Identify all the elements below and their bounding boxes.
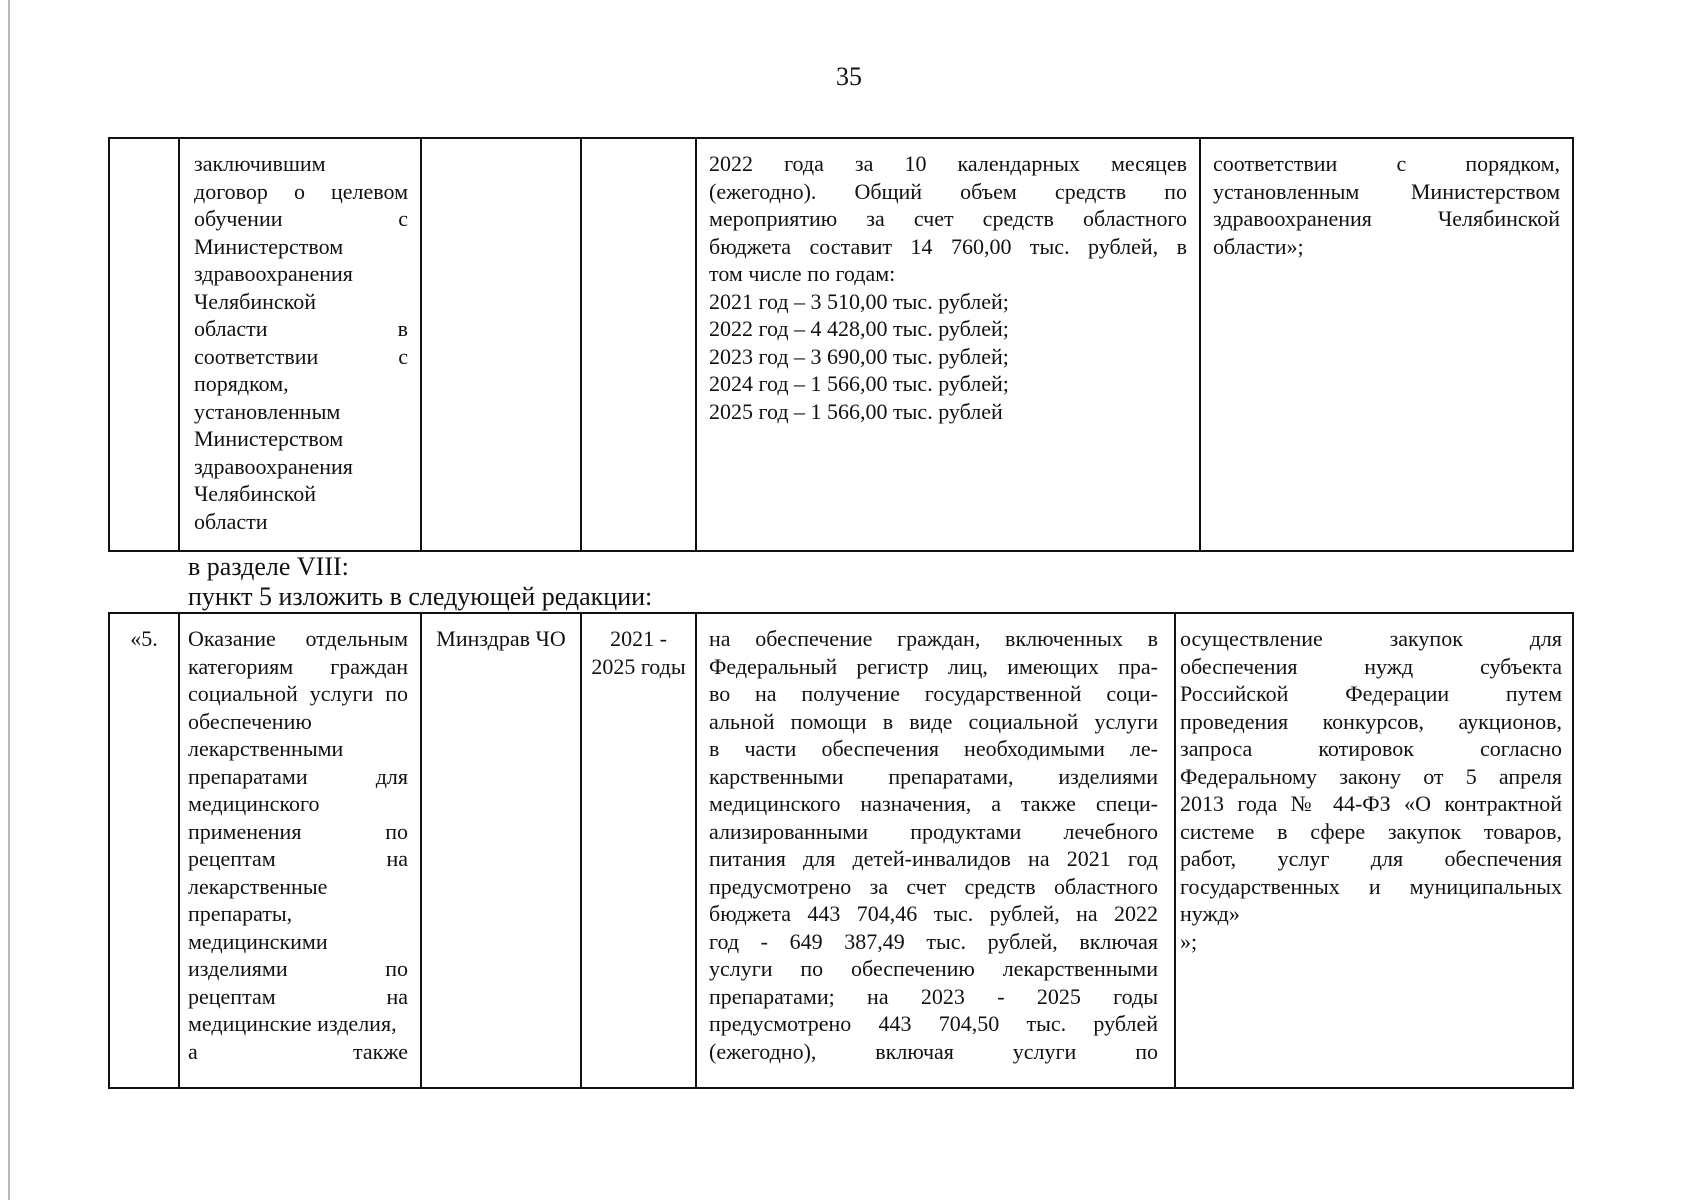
cell-number	[109, 138, 179, 551]
text-line: 2022 год – 4 428,00 тыс. рублей;	[709, 316, 1009, 341]
cell-result	[1200, 138, 1573, 551]
cell-event-name	[179, 613, 421, 1088]
table-item-5	[108, 612, 1574, 1089]
text-line: обеспечения нужд субъекта	[1180, 653, 1562, 679]
item-instruction: пункт 5 изложить в следующей редакции:	[188, 582, 653, 611]
text-line: (ежегодно), включая услуги по	[709, 1038, 1158, 1064]
cell-executor	[421, 138, 581, 551]
text-line: установленным	[194, 398, 341, 424]
text-line: порядком,	[194, 371, 289, 396]
text-line: предусмотрено 443 704,50 тыс. рублей	[709, 1011, 1158, 1036]
text-line: во на получение государственной соци-	[709, 681, 1158, 706]
cell-event-name	[179, 138, 421, 551]
text-line: »;	[1180, 928, 1198, 954]
text-line: работ, услуг для обеспечения	[1180, 846, 1562, 871]
text-line: Федеральный регистр лиц, имеющих пра-	[709, 653, 1158, 679]
text-line: области	[194, 508, 268, 534]
text-line: области в	[194, 316, 408, 341]
text-line: медицинскими	[188, 928, 328, 954]
text-line: 2024 год – 1 566,00 тыс. рублей;	[709, 371, 1009, 396]
text-line: Федеральному закону от 5 апреля	[1180, 763, 1562, 789]
text-line: на обеспечение граждан, включенных в	[709, 626, 1158, 651]
text-line: государственных и муниципальных	[1180, 873, 1562, 899]
text-line: Челябинской	[194, 481, 317, 506]
text-line: (ежегодно). Общий объем средств по	[709, 178, 1187, 204]
text-line: договор о целевом	[194, 178, 408, 204]
text-line: рецептам на	[188, 983, 408, 1009]
text-line: лекарственные	[188, 873, 328, 899]
text-line: запроса котировок согласно	[1180, 736, 1562, 761]
item-number: «5.	[130, 626, 158, 651]
text-line: 2025 год – 1 566,00 тыс. рублей	[709, 398, 1003, 424]
text-line: установленным Министерством	[1213, 178, 1560, 204]
text-line: бюджета 443 704,46 тыс. рублей, на 2022	[709, 901, 1158, 926]
text-line: услуги по обеспечению лекарственными	[709, 956, 1158, 981]
cell-result	[1175, 613, 1573, 1088]
text-line: социальной услуги по	[188, 681, 408, 706]
text-line: 2021 -	[610, 626, 667, 651]
text-line: 2013 года № 44-ФЗ «О контрактной	[1180, 791, 1562, 816]
text-line: изделиями по	[188, 956, 408, 981]
text-line: 2022 года за 10 календарных месяцев	[709, 151, 1187, 176]
text-line: применения по	[188, 818, 408, 844]
text-line: Оказание отдельным	[188, 626, 408, 651]
text-line: категориям граждан	[188, 653, 408, 679]
cell-executor	[421, 613, 581, 1088]
text-line: осуществление закупок для	[1180, 626, 1562, 651]
executor-text: Минздрав ЧО	[436, 626, 566, 651]
text-line: а также	[188, 1038, 408, 1064]
cell-period	[581, 613, 696, 1088]
page-number: 35	[836, 62, 862, 91]
text-line: проведения конкурсов, аукционов,	[1180, 708, 1562, 734]
text-line: том числе по годам:	[709, 261, 896, 286]
text-line: обеспечению	[188, 708, 312, 734]
text-line: в части обеспечения необходимыми ле-	[709, 736, 1158, 761]
text-line: Министерством	[194, 233, 344, 259]
text-line: бюджета составит 14 760,00 тыс. рублей, в	[709, 233, 1187, 259]
text-line: ализированными продуктами лечебного	[709, 818, 1158, 844]
cell-number	[109, 613, 179, 1088]
cell-funding	[696, 613, 1175, 1088]
text-line: медицинского	[188, 791, 320, 816]
text-line: заключившим	[194, 151, 326, 176]
text-line: Министерством	[194, 426, 344, 451]
text-line: рецептам на	[188, 846, 408, 871]
section-instruction: в разделе VIII:	[188, 552, 349, 581]
text-line: мероприятию за счет средств областного	[709, 206, 1187, 231]
cell-funding	[696, 138, 1200, 551]
text-line: лекарственными	[188, 736, 344, 761]
text-line: системе в сфере закупок товаров,	[1180, 818, 1562, 844]
text-line: здравоохранения	[194, 261, 353, 286]
text-line: препараты,	[188, 901, 293, 926]
text-line: здравоохранения Челябинской	[1213, 206, 1560, 231]
text-line: обучении с	[194, 206, 408, 231]
text-line: Российской Федерации путем	[1180, 681, 1562, 706]
text-line: медицинские изделия,	[188, 1011, 397, 1036]
text-line: 2021 год – 3 510,00 тыс. рублей;	[709, 288, 1009, 314]
text-line: год - 649 387,49 тыс. рублей, включая	[709, 928, 1158, 954]
cell-period	[581, 138, 696, 551]
text-line: медицинского назначения, а также специ-	[709, 791, 1158, 816]
text-line: препаратами для	[188, 763, 408, 789]
table-row	[109, 613, 1573, 1088]
text-line: предусмотрено за счет средств областного	[709, 873, 1158, 899]
text-line: нужд»	[1180, 901, 1240, 926]
text-line: соответствии с	[194, 343, 408, 369]
text-line: соответствии с порядком,	[1213, 151, 1560, 176]
text-line: здравоохранения	[194, 453, 353, 479]
text-line: области»;	[1213, 233, 1304, 259]
table-continuation	[108, 137, 1574, 552]
text-line: Челябинской	[194, 288, 317, 314]
scan-left-edge	[8, 0, 10, 1200]
table-row	[109, 138, 1573, 551]
text-line: 2023 год – 3 690,00 тыс. рублей;	[709, 343, 1009, 369]
text-line: альной помощи в виде социальной услуги	[709, 708, 1158, 734]
text-line: препаратами; на 2023 - 2025 годы	[709, 983, 1158, 1009]
text-line: карственными препаратами, изделиями	[709, 763, 1158, 789]
text-line: 2025 годы	[591, 653, 686, 679]
text-line: питания для детей-инвалидов на 2021 год	[709, 846, 1158, 871]
